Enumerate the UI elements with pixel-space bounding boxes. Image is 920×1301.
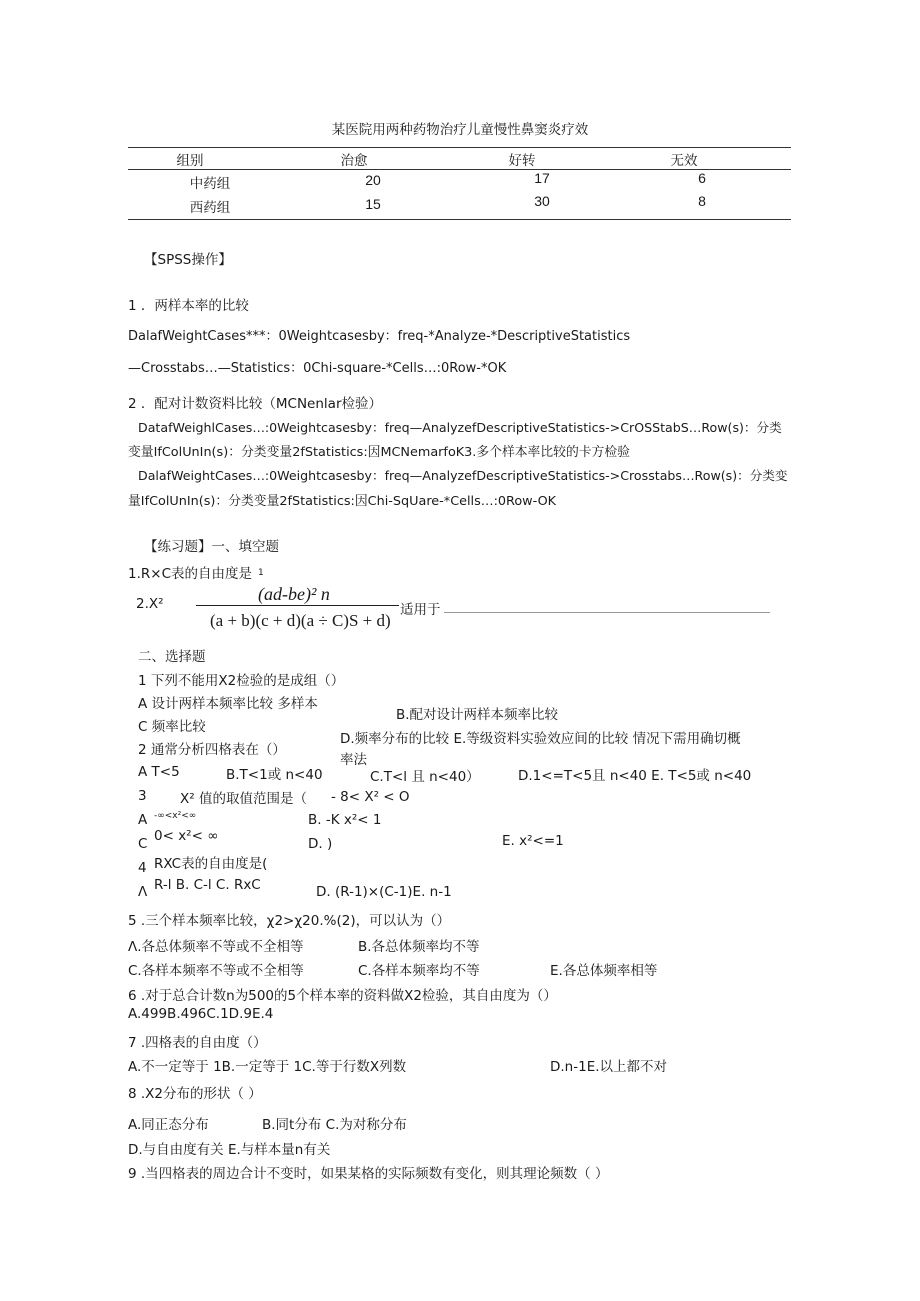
- mc8-option-d: D.与自由度有关 E.与样本量n有关: [128, 1142, 331, 1158]
- table-bottom-rule: [128, 219, 791, 220]
- table-top-rule: [128, 147, 791, 148]
- mc8-option-b: B.同t分布 C.为对称分布: [262, 1117, 407, 1133]
- mc1-option-d: D.频率分布的比较 E.等级资料实验效应间的比较 情况下需用确切概: [340, 731, 741, 747]
- mc-question-3: X² 值的取值范围是（: [180, 791, 307, 807]
- table-title: 某医院用两种药物治疗儿童慢性鼻窦炎疗效: [331, 122, 589, 138]
- mc3-option-b: B. -K x²< 1: [308, 812, 382, 828]
- mc5-option-e: E.各总体频率相等: [550, 963, 658, 979]
- mc8-option-a: A.同正态分布: [128, 1117, 209, 1133]
- mc3-range-text: - 8< X² < O: [331, 789, 410, 805]
- table-header-ineffective: 无效: [670, 153, 698, 169]
- table-row-label: 中药组: [189, 176, 231, 192]
- mc5-option-a: Λ.各总体频率不等或不全相等: [128, 939, 304, 955]
- mc3-option-a: -∞<x²<∞: [154, 811, 197, 821]
- mc6-options: A.499B.496C.1D.9E.4: [128, 1006, 274, 1022]
- mc-question-4: RXC表的自由度是(: [154, 856, 268, 872]
- table-header-cured: 治愈: [340, 153, 368, 169]
- mc3-option-a-label: A: [138, 812, 148, 828]
- section-2-heading: 二、选择题: [138, 649, 206, 665]
- mc-question-1: 1 下列不能用X2检验的是成组（）: [138, 673, 345, 689]
- spss-item3-line2: 量IfColUnIn(s)：分类变量2fStatistics:因Chi-SqUare-*Cells…:0Row-OK: [128, 494, 557, 509]
- table-header-group: 组别: [176, 153, 204, 169]
- question-1: 1.R×C表的自由度是: [128, 566, 252, 582]
- mc1-option-b: B.配对设计两样本频率比较: [396, 707, 559, 723]
- table-cell: 6: [698, 170, 706, 186]
- mc4-option-a-label: Λ: [138, 884, 148, 900]
- mc1-option-d-cont: 率法: [340, 752, 367, 768]
- exercise-heading: 【练习题】一、填空题: [144, 539, 279, 555]
- question-1-mark: 1: [258, 568, 264, 578]
- mc2-option-a: A T<5: [138, 764, 180, 780]
- answer-blank[interactable]: [444, 612, 770, 613]
- mc-question-8: 8 .X2分布的形状（ ）: [128, 1086, 262, 1102]
- mc5-option-c: C.各样本频率不等或不全相等: [128, 963, 304, 979]
- mc-question-6: 6 .对于总合计数n为500的5个样本率的资料做X2检验，其自由度为（）: [128, 988, 557, 1004]
- table-cell: 30: [534, 193, 550, 209]
- mc-question-7: 7 .四格表的自由度（）: [128, 1035, 267, 1051]
- mc1-option-c: C 频率比较: [138, 719, 206, 735]
- mc7-option-a: A.不一定等于 1B.一定等于 1C.等于行数X列数: [128, 1059, 407, 1075]
- mc3-option-e: E. x²<=1: [502, 833, 564, 849]
- mc2-option-b: B.T<1或 n<40: [226, 767, 323, 783]
- mc-question-5: 5 .三个样本频率比较，χ2>χ20.%(2)，可以认为（）: [128, 913, 451, 929]
- mc7-option-d: D.n-1E.以上都不对: [550, 1059, 668, 1075]
- mc2-option-c: C.T<l 且 n<40）: [370, 769, 480, 785]
- mc1-option-a: A 设计两样本频率比较 多样本: [138, 696, 318, 712]
- spss-item1-line1: DalafWeightCases***：0Weightcasesby：freq-*Analyze-*DescriptiveStatistics: [128, 329, 631, 344]
- mc-question-2: 2 通常分析四格表在（）: [138, 742, 286, 758]
- mc4-option-d: D. (R-1)×(C-1)E. n-1: [316, 884, 452, 900]
- mc5-option-b: B.各总体频率均不等: [358, 939, 480, 955]
- formula-fraction-line: [196, 605, 399, 606]
- formula-numerator: (ad-be)² n: [258, 584, 330, 604]
- table-cell: 17: [534, 170, 550, 186]
- mc2-option-d: D.1<=T<5且 n<40 E. T<5或 n<40: [518, 768, 752, 784]
- mc-question-4-number: 4: [138, 860, 147, 876]
- table-cell: 20: [365, 172, 381, 188]
- spss-item2-line1: DatafWeighlCases…:0Weightcasesby：freq—AnalyzefDescriptiveStatistics->CrOSStabS…Row(s)：分类: [138, 420, 782, 435]
- spss-item2-title: 2 ．配对计数资料比较（MCNenlar检验）: [128, 396, 382, 412]
- formula-denominator: (a + b)(c + d)(a ÷ C)S + d): [210, 611, 391, 630]
- spss-item1-line2: —Crosstabs…—Statistics：0Chi-square-*Cells…:0Row-*OK: [128, 361, 507, 376]
- question-2-suffix: 适用于: [400, 602, 441, 618]
- mc3-option-c-label: C: [138, 836, 148, 852]
- mc5-option-d: C.各样本频率均不等: [358, 963, 480, 979]
- mc-question-3-number: 3: [138, 788, 147, 804]
- table-header-improved: 好转: [508, 153, 536, 169]
- mc3-option-c: 0< x²< ∞: [154, 828, 219, 844]
- spss-heading: 【SPSS操作】: [144, 252, 232, 268]
- mc3-option-d: D. ): [308, 836, 333, 852]
- mc-question-9: 9 .当四格表的周边合计不变时，如果某格的实际频数有变化，则其理论频数（ ）: [128, 1166, 609, 1182]
- table-cell: 15: [365, 196, 381, 212]
- mc4-option-a: R-l B. C-l C. RxC: [154, 877, 261, 893]
- spss-item2-line2: 变量IfColUnIn(s)：分类变量2fStatistics:因MCNemarfoK3.多个样本率比较的卡方检验: [128, 445, 630, 460]
- spss-item1-title: 1 ．两样本率的比较: [128, 298, 249, 314]
- table-row-label: 西药组: [189, 200, 231, 216]
- table-cell: 8: [698, 193, 706, 209]
- question-2-label: 2.X²: [136, 596, 164, 612]
- spss-item3-line1: DalafWeightCases…:0Weightcasesby：freq—AnalyzefDescriptiveStatistics->Crosstabs…Row(s)：分类变: [138, 468, 788, 483]
